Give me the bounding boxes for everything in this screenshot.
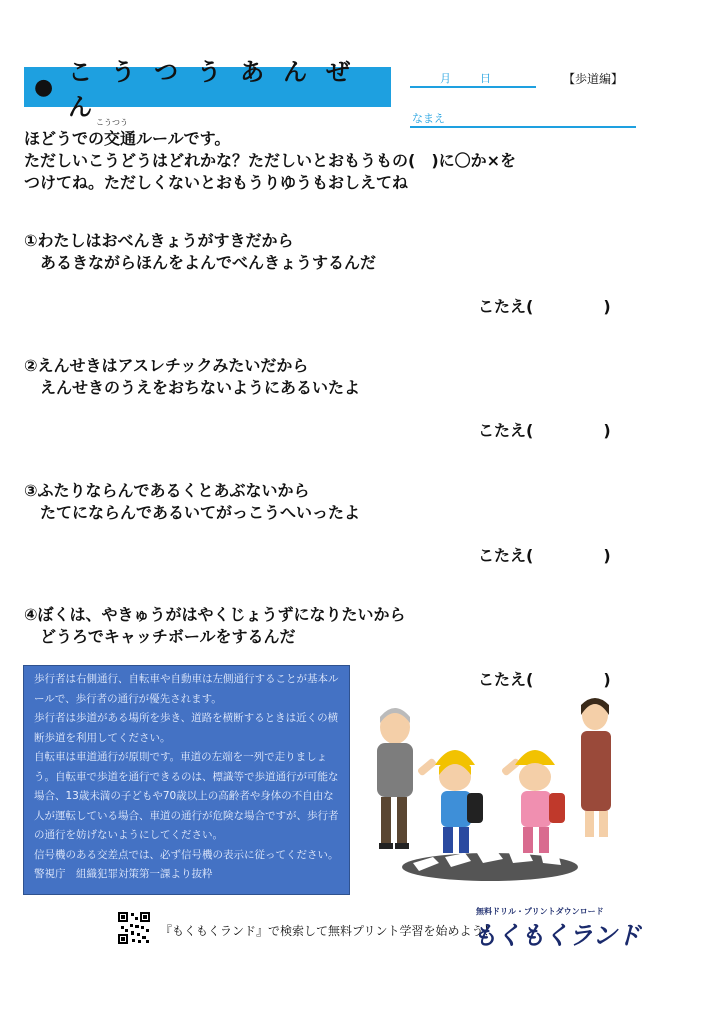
month-label: 月 (440, 72, 451, 85)
answer-close: ) (603, 546, 611, 565)
question-2: ②えんせきはアスレチックみたいだから えんせきのうえをおちないようにあるいたよ (24, 356, 361, 397)
name-label: なまえ (412, 112, 445, 125)
grandpa-figure (377, 708, 413, 849)
question-1: ①わたしはおべんきょうがすきだから あるきながらほんをよんでべんきょうするんだ (24, 231, 377, 272)
answer-label: こたえ( (478, 421, 534, 440)
info-paragraph: 自転車は車道通行が原則です。車道の左端を一列で走りましょう。自転車で歩道を通行できるのは、標識等で歩道通行が可能な場合、13歳未満の子どもや70歳以上の高齢者や身体の不自由な人が運転している場合、車道の通行が危険な場合ですが、歩行者の通行を妨げないようにしてください。 (34, 751, 339, 841)
title-bullet: ● (34, 74, 54, 100)
info-paragraph: 歩行者は右側通行、自転車や自動車は左側通行することが基本ルールで、歩行者の通行が優先されます。 (34, 673, 339, 705)
qr-code-icon[interactable] (117, 911, 151, 945)
logo-subtitle: 無料ドリル・プリントダウンロード (476, 907, 604, 916)
answer-close: ) (603, 297, 611, 316)
answer-close: ) (603, 421, 611, 440)
answer-label: こたえ( (478, 670, 534, 689)
answer-label: こたえ( (478, 297, 534, 316)
footer-text: 『もくもくランド』で検索して無料プリント学習を始めよう！ (160, 924, 496, 938)
crosswalk (402, 851, 578, 881)
boy-figure (417, 750, 483, 853)
answer-2[interactable] (478, 418, 611, 441)
answer-1[interactable] (478, 294, 611, 317)
answer-label: こたえ( (478, 546, 534, 565)
crosswalk-illustration (355, 695, 625, 885)
answer-4[interactable] (478, 667, 611, 690)
site-logo[interactable]: もくもくランド (472, 921, 641, 950)
day-label: 日 (480, 72, 491, 85)
mother-figure (581, 698, 611, 837)
answer-3[interactable] (478, 543, 611, 566)
instructions: ほどうでの交通ルールです。 ただしいこうどうはどれかな？ただしいとおもうもの( )に〇か×を つけてね。ただしくないとおもうりゆうもおしえてね (24, 129, 517, 192)
page-title: こうつうあんぜん (68, 58, 370, 121)
title-banner (24, 58, 391, 121)
question-3: ③ふたりならんであるくとあぶないから たてにならんであるいてがっこうへいったよ (24, 481, 361, 522)
date-field[interactable] (410, 68, 536, 88)
section-tag: 【歩道編】 (563, 72, 624, 86)
girl-figure (501, 750, 565, 853)
info-paragraph: 歩行者は歩道がある場所を歩き、道路を横断するときは近くの横断歩道を利用してください。 (34, 712, 339, 744)
info-box (23, 665, 350, 895)
name-field[interactable] (410, 108, 636, 128)
answer-close: ) (603, 670, 611, 689)
info-paragraph: 信号機のある交差点では、必ず信号機の表示に従ってください。 警視庁 組織犯罪対策第一課より抜粋 (34, 848, 344, 880)
furigana: こうつう (96, 118, 128, 127)
question-4: ④ぼくは、やきゅうがはやくじょうずになりたいから どうろでキャッチボールをするんだ (24, 605, 406, 646)
